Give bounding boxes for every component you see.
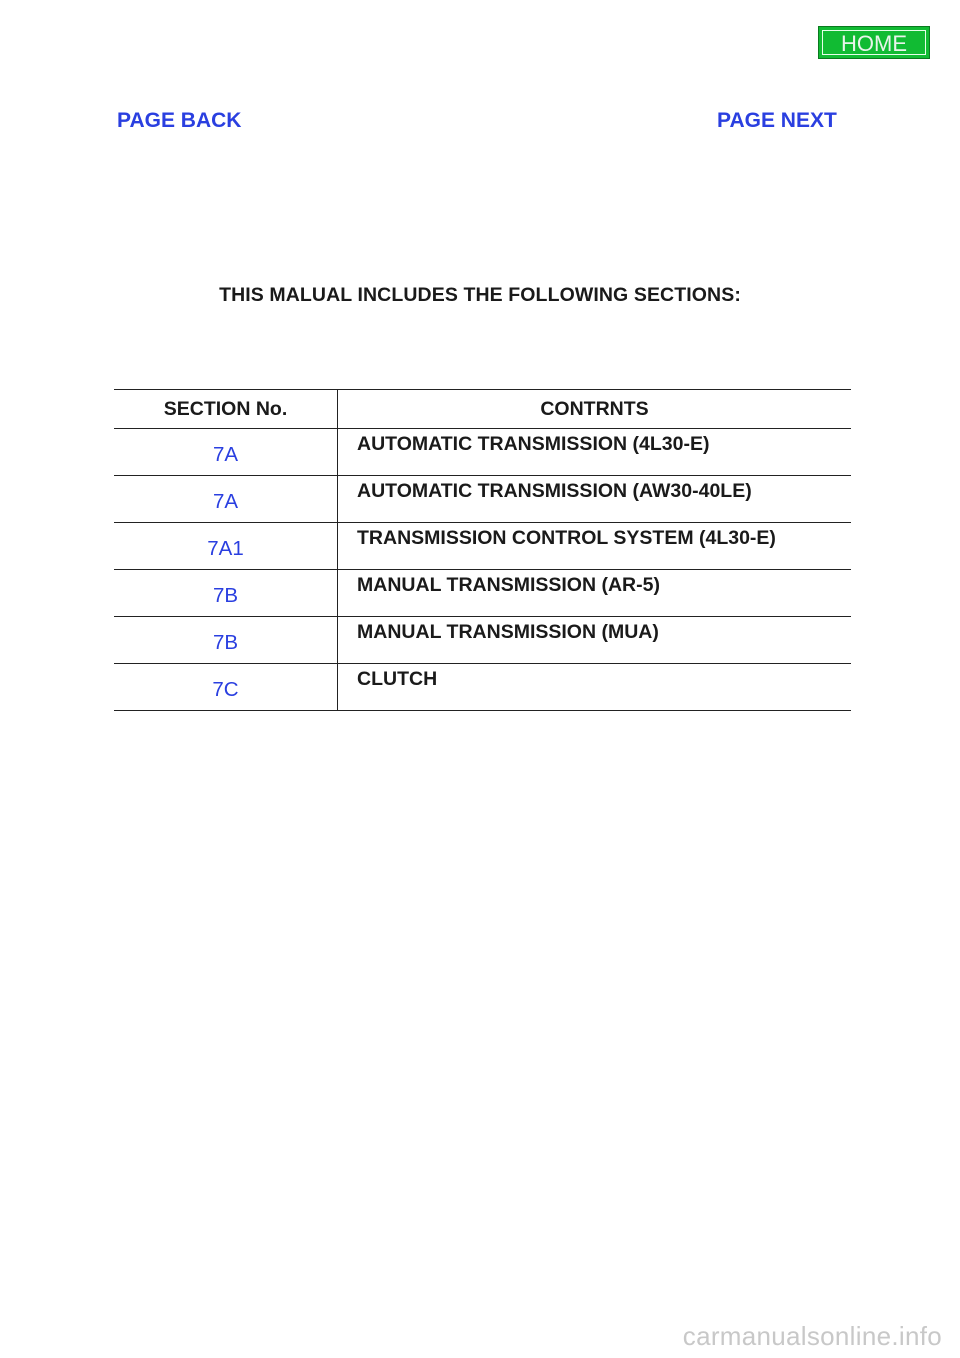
page-next-link[interactable]: PAGE NEXT [717, 109, 837, 132]
contents-cell: TRANSMISSION CONTROL SYSTEM (4L30-E) [338, 523, 852, 570]
table-row [114, 617, 851, 664]
section-cell [114, 523, 338, 570]
table-row [114, 570, 851, 617]
section-cell [114, 664, 338, 711]
section-link-7b[interactable]: 7B [212, 584, 239, 607]
section-cell [114, 570, 338, 617]
section-link-7b[interactable]: 7B [212, 631, 239, 654]
sections-table [114, 389, 851, 711]
section-link-7a1[interactable]: 7A1 [207, 537, 244, 560]
table-header-row [114, 390, 851, 429]
section-link-7a[interactable]: 7A [212, 490, 239, 513]
contents-cell: MANUAL TRANSMISSION (MUA) [338, 617, 852, 664]
table-row [114, 429, 851, 476]
contents-cell: CLUTCH [338, 664, 852, 711]
contents-cell: AUTOMATIC TRANSMISSION (4L30-E) [338, 429, 852, 476]
section-cell [114, 617, 338, 664]
header-section-no: SECTION No. [114, 390, 338, 429]
section-link-7a[interactable]: 7A [212, 443, 239, 466]
page-back-link[interactable]: PAGE BACK [117, 109, 242, 132]
home-button[interactable]: HOME [818, 26, 930, 59]
section-cell [114, 476, 338, 523]
contents-cell: MANUAL TRANSMISSION (AR-5) [338, 570, 852, 617]
section-cell [114, 429, 338, 476]
table-row [114, 523, 851, 570]
table-row [114, 476, 851, 523]
contents-cell: AUTOMATIC TRANSMISSION (AW30-40LE) [338, 476, 852, 523]
sections-intro-heading: THIS MALUAL INCLUDES THE FOLLOWING SECTIONS: [219, 284, 741, 306]
section-link-7c[interactable]: 7C [212, 678, 239, 701]
table-row [114, 664, 851, 711]
header-contents: CONTRNTS [338, 390, 852, 429]
site-watermark: carmanualsonline.info [682, 1321, 942, 1351]
